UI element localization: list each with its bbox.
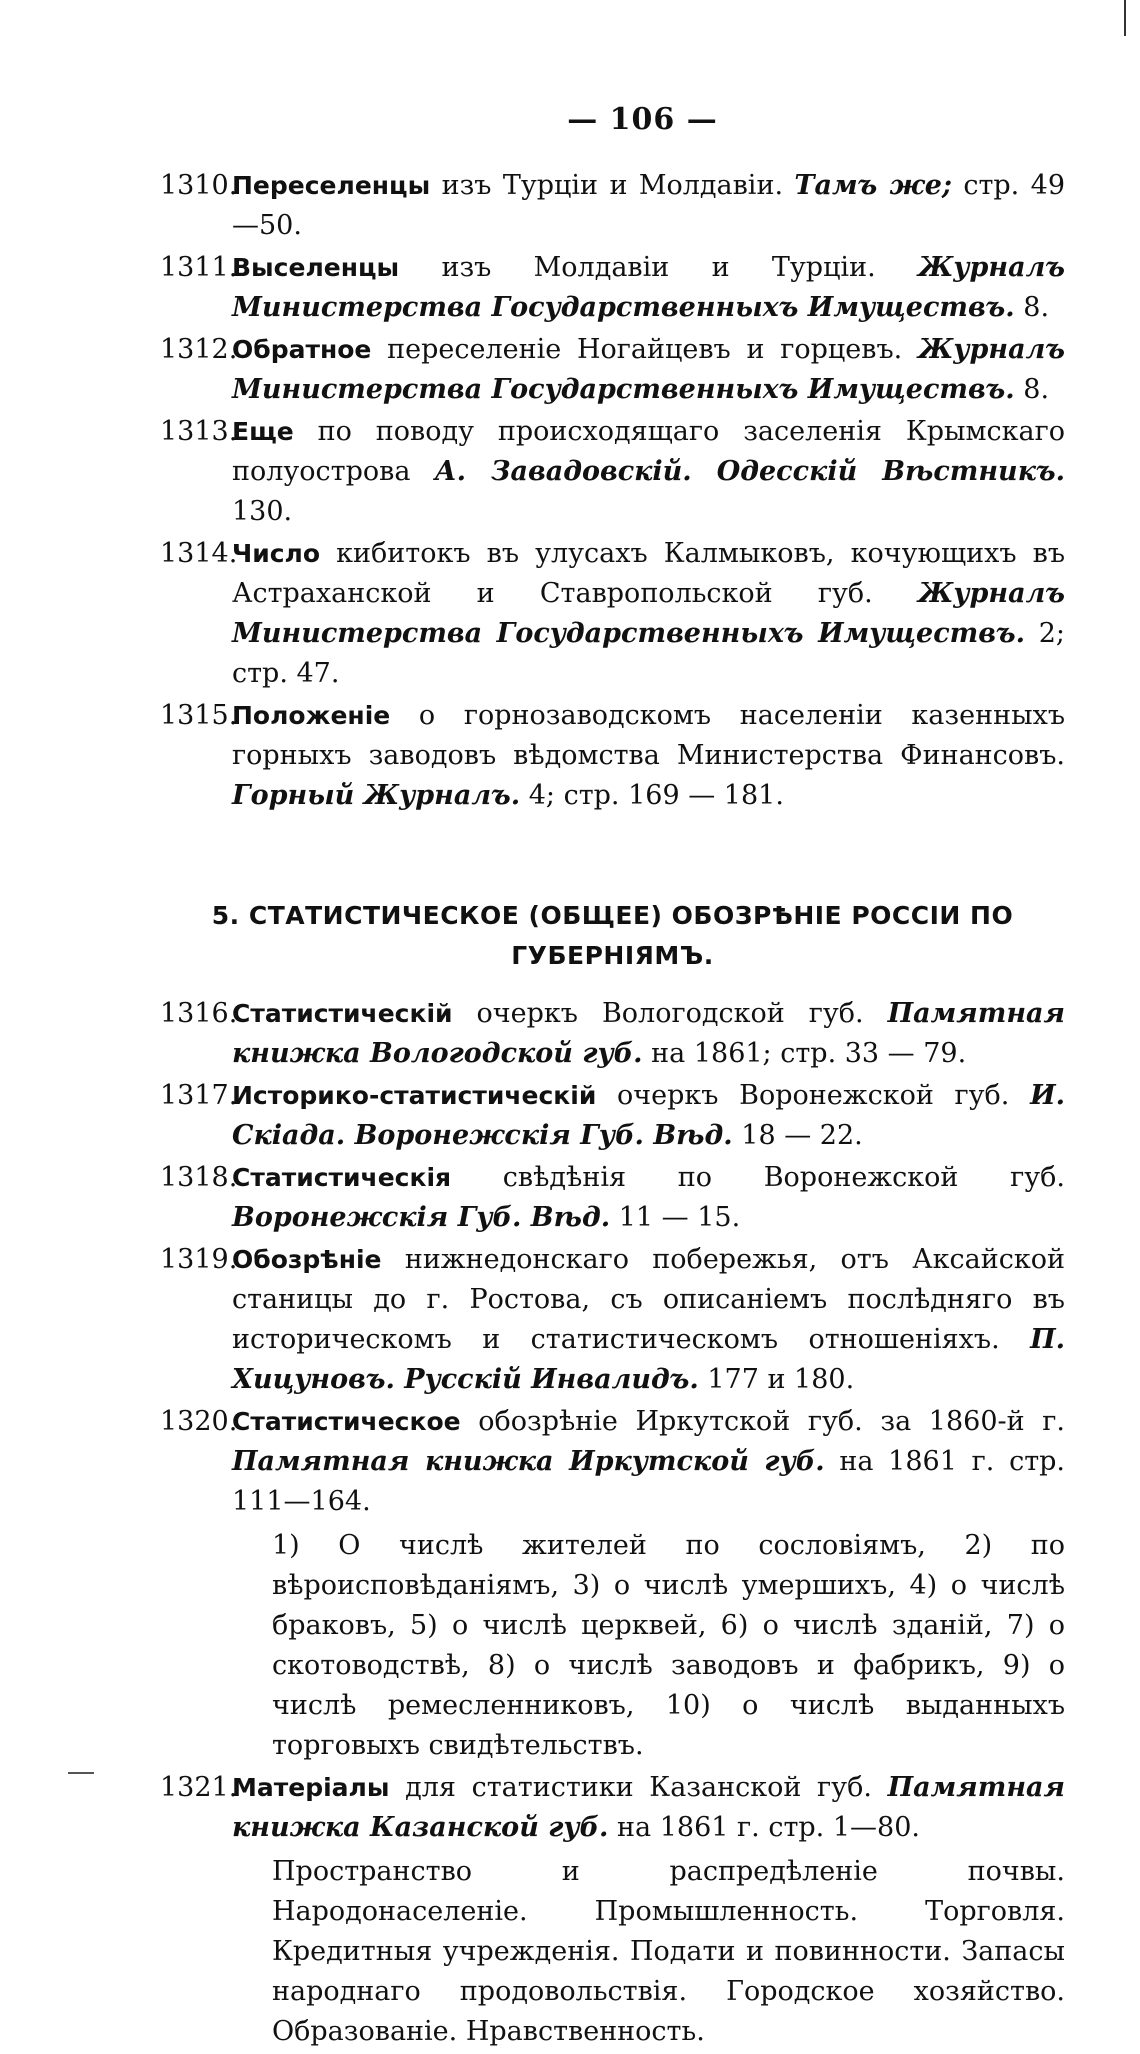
entry-pages: 8. [1014,374,1050,405]
entry-source: И. Скіада. Воронежскія Губ. Вѣд. [232,1080,1065,1151]
entry-text: изъ Молдавіи и Турціи. [399,252,918,283]
page-edge-line [1124,0,1126,36]
entry-number: 1316. [160,998,238,1029]
entry-pages: 8. [1014,292,1050,323]
entry-pages: на 1861; стр. 33 — 79. [642,1038,967,1069]
entry-body [232,994,1065,1074]
entry-text: кибитокъ въ улусахъ Калмыковъ, кочующихъ въ Астраханской и Ставропольской губ. [232,538,1065,609]
entry-body [232,412,1065,532]
entry-body [232,1076,1065,1156]
entry-text: нижнедонскаго побережья, отъ Аксайской станицы до г. Ростова, съ описаніемъ послѣдняго въ историческомъ и статистическомъ отношеніяхъ. [232,1244,1065,1355]
bibliography-entry [160,1402,1065,1766]
entry-keyword: Еще [232,417,294,446]
entry-text: переселеніе Ногайцевъ и горцевъ. [371,334,918,365]
entry-keyword: Статистическія [232,1163,452,1192]
entry-body [232,1402,1065,1766]
entry-text: свѣдѣнія по Воронежской губ. [451,1162,1065,1193]
entry-source: П. Хицуновъ. Русскій Инвалидъ. [232,1324,1065,1395]
entry-pages: 177 и 180. [698,1364,855,1395]
entry-source: Журналъ Министерства Государственныхъ Имуществъ. [232,334,1065,405]
entry-pages: стр. 49—50. [232,170,1065,241]
entry-keyword: Положеніе [232,701,391,730]
entry-keyword: Выселенцы [232,253,400,282]
page-number: — 106 — [567,102,718,137]
entry-keyword: Число [232,539,321,568]
entry-text: изъ Турціи и Молдавіи. [430,170,795,201]
entry-text: для статистики Казанской губ. [389,1772,888,1803]
entry-list-statistics [160,994,1065,2052]
entry-source: Журналъ Министерства Государственныхъ Имуществъ. [232,578,1065,649]
entry-keyword: Переселенцы [232,171,431,200]
entry-pages: 11 — 15. [610,1202,741,1233]
entry-source: Памятная книжка Казанской губ. [232,1772,1065,1843]
bibliography-entry [160,412,1065,532]
entry-keyword: Матеріалы [232,1773,390,1802]
bibliography-entry [160,1158,1065,1238]
entry-pages: 18 — 22. [732,1120,863,1151]
entry-number: 1319. [160,1244,238,1275]
entry-source: Памятная книжка Иркутской губ. [232,1446,825,1477]
bibliography-entry [160,166,1065,246]
margin-mark [68,1772,94,1774]
bibliography-entry [160,1768,1065,2052]
entry-text: о горнозаводскомъ населеніи казенныхъ горныхъ заводовъ вѣдомства Министерства Финансовъ. [232,700,1065,771]
entry-number: 1310. [160,170,238,201]
entry-pages: 130. [232,496,293,527]
entry-list-migration [160,166,1065,816]
bibliography-entry [160,696,1065,816]
bibliography-entry [160,534,1065,694]
entry-text: очеркъ Воронежской губ. [596,1080,1031,1111]
entry-number: 1320. [160,1406,238,1437]
entry-pages: 4; стр. 169 — 181. [520,780,784,811]
entry-source: Журналъ Министерства Государственныхъ Имуществъ. [232,252,1065,323]
entry-body [232,696,1065,816]
entry-number: 1318. [160,1162,238,1193]
entry-number: 1315. [160,700,238,731]
entry-number: 1312. [160,334,238,365]
entry-number: 1317. [160,1080,238,1111]
entry-source: А. Завадовскій. Одесскій Вѣстникъ. [434,456,1065,487]
entry-contents-note: 1) О числѣ жителей по сословіямъ, 2) по вѣроисповѣданіямъ, 3) о числѣ умершихъ, 4) о числѣ браковъ, 5) о числѣ церквей, 6) о числѣ зданій, 7) о скотоводствѣ, 8) о числѣ заводовъ и фабрикъ, 9) о числѣ ремесленниковъ, 10) о числѣ выданныхъ торговыхъ свидѣтельствъ. [272,1530,1065,1761]
bibliography-entry [160,248,1065,328]
entry-number: 1314. [160,538,238,569]
bibliography-entry [160,994,1065,1074]
entry-source: Памятная книжка Вологодской губ. [232,998,1065,1069]
bibliography-entry [160,1076,1065,1156]
entry-number: 1311. [160,252,238,283]
entry-text: по поводу происходящаго заселенія Крымскаго полуострова [232,416,1065,487]
section-title: 5. СТАТИСТИЧЕСКОЕ (ОБЩЕЕ) ОБОЗРѢНІЕ РОССІИ ПО ГУБЕРНІЯМЪ. [211,901,1014,970]
entry-body [232,1768,1065,2052]
entry-source: Тамъ же; [794,170,952,201]
entry-body [232,166,1065,246]
entry-body [232,330,1065,410]
book-page [160,100,1065,2054]
entry-keyword: Историко-статистическій [232,1081,597,1110]
entry-body [232,1158,1065,1238]
entry-source: Горный Журналъ. [232,780,521,811]
entry-keyword: Обратное [232,335,372,364]
entry-body [232,248,1065,328]
entry-number: 1321. [160,1772,238,1803]
entry-source: Воронежскія Губ. Вѣд. [232,1202,611,1233]
entry-contents-note: Пространство и распредѣленіе почвы. Народонаселеніе. Промышленность. Торговля. Кредитныя учрежденія. Подати и повинности. Запасы народнаго продовольствія. Городское хозяйство. Образованіе. Нравственность. [272,1856,1065,2047]
entry-number: 1313. [160,416,238,447]
entry-keyword: Статистическое [232,1407,461,1436]
entry-body [232,1240,1065,1400]
bibliography-entry [160,1240,1065,1400]
entry-keyword: Обозрѣніе [232,1245,382,1274]
entry-text: обозрѣніе Иркутской губ. за 1860-й г. [460,1406,1065,1437]
entry-text: очеркъ Вологодской губ. [452,998,888,1029]
entry-pages: на 1861 г. стр. 1—80. [608,1812,920,1843]
entry-pages: на 1861 г. стр. 111—164. [232,1446,1066,1517]
entry-keyword: Статистическій [232,999,453,1028]
entry-pages: 2; стр. 47. [232,618,1065,689]
bibliography-entry [160,330,1065,410]
entry-body [232,534,1065,694]
